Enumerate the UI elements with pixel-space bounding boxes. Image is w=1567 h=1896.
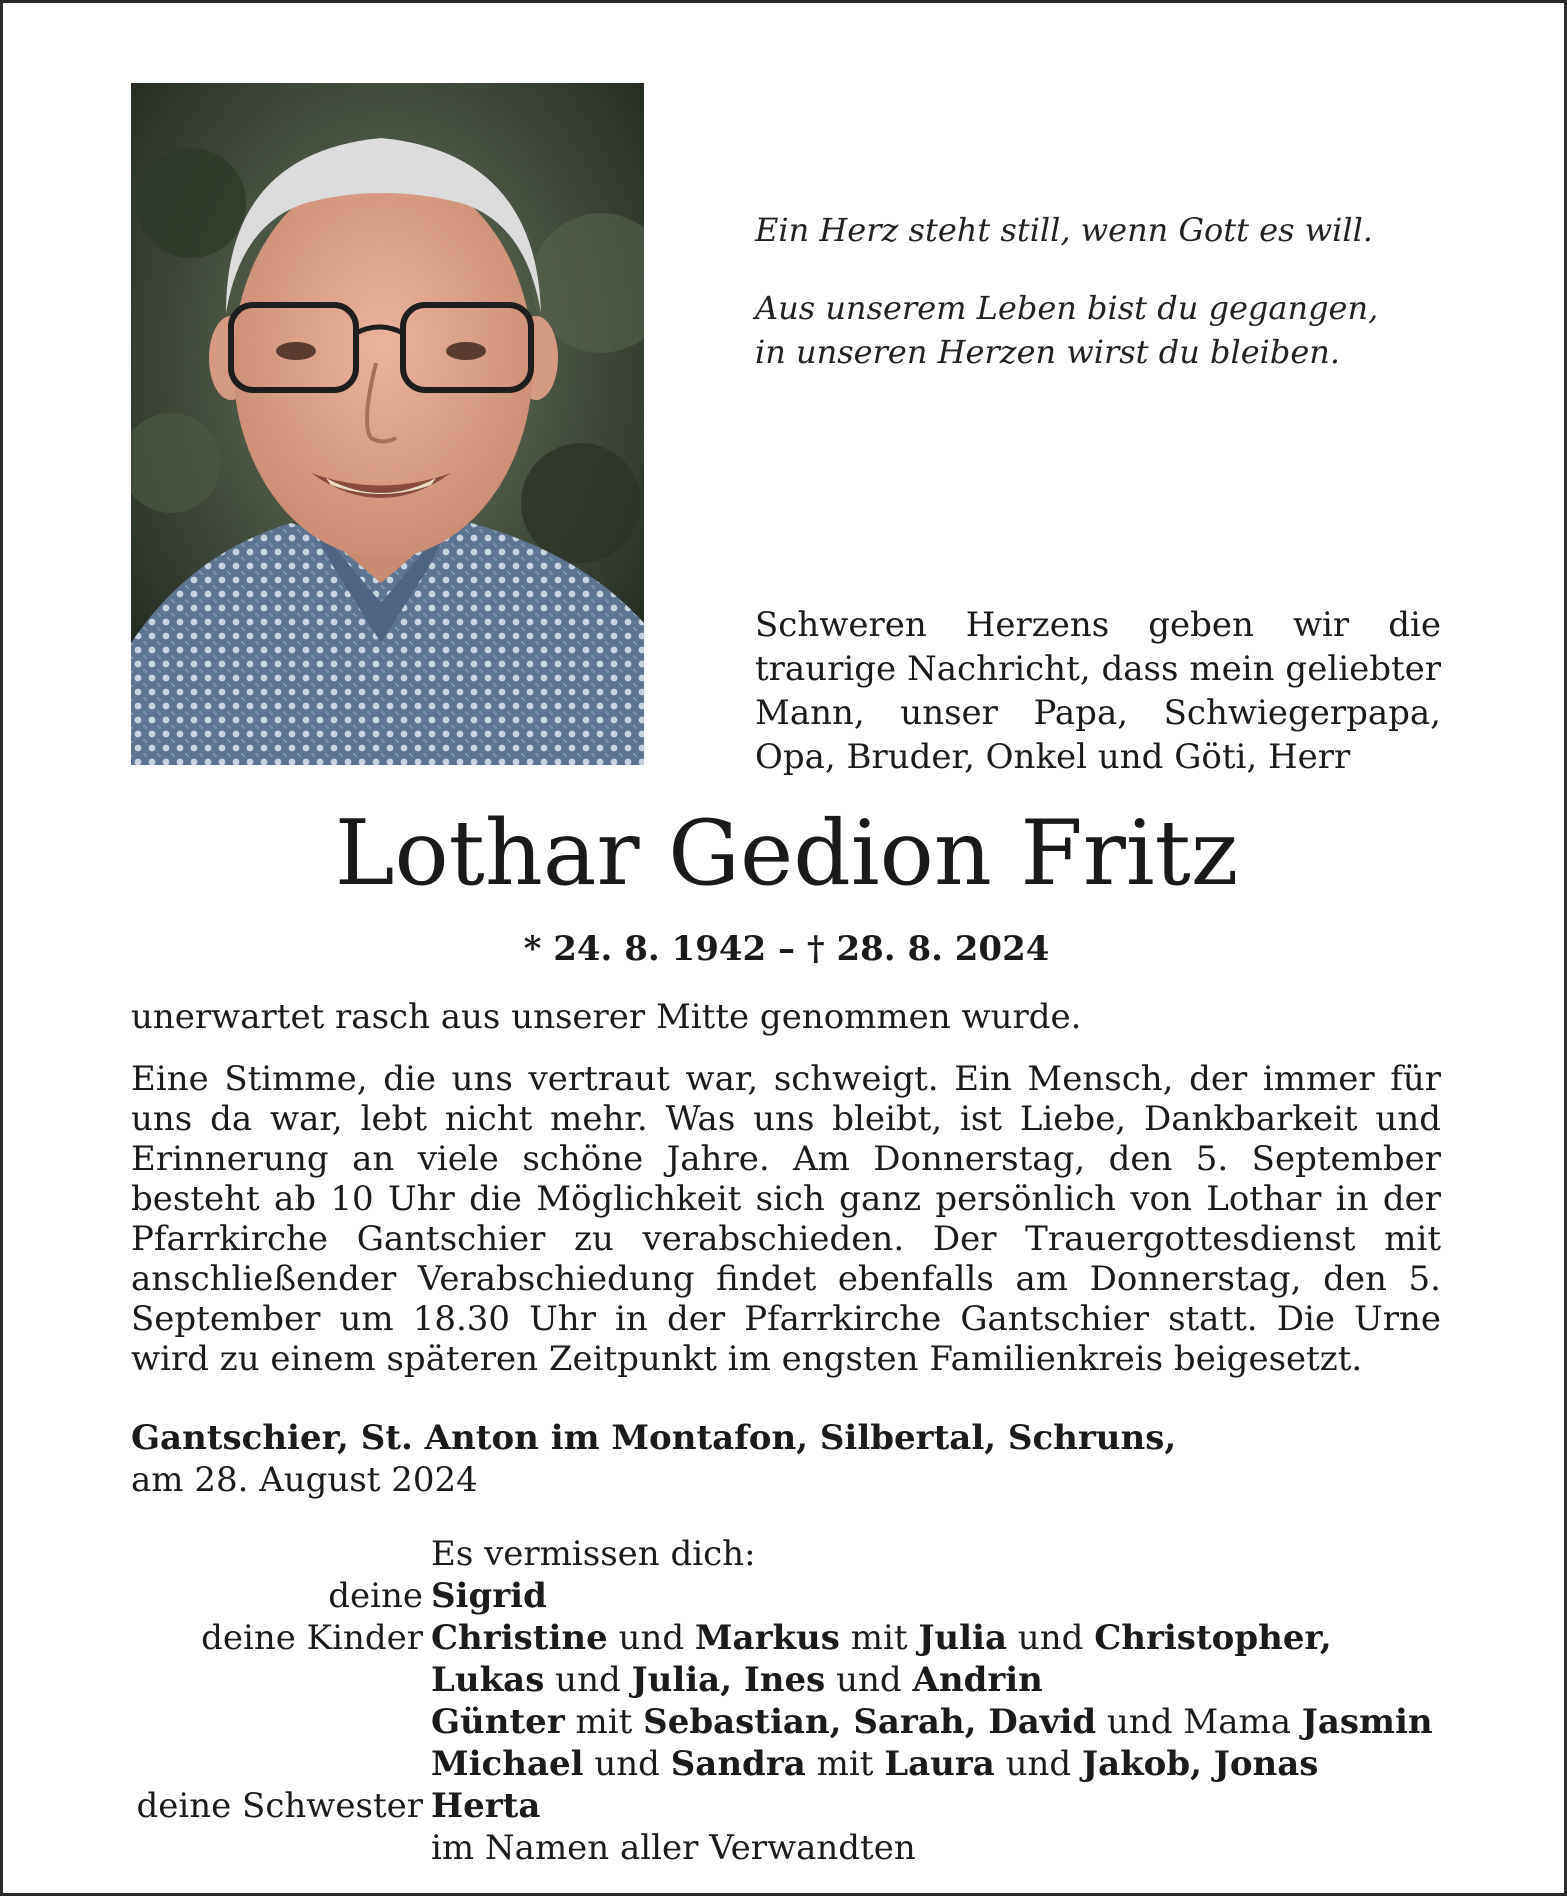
mourner-name: Günter — [431, 1702, 565, 1742]
poem-verse — [755, 208, 1455, 408]
connector: und — [607, 1618, 695, 1658]
mourner-row-kids-1 — [103, 1617, 1463, 1659]
connector: und Mama — [1096, 1702, 1302, 1742]
locations: Gantschier, St. Anton im Montafon, Silbertal, Schruns, — [131, 1418, 1177, 1458]
mourners-intro-row — [103, 1533, 1463, 1575]
mourner-name: Sebastian, Sarah, David — [643, 1702, 1097, 1742]
mourner-label-sister: deine Schwester — [136, 1786, 423, 1826]
connector: mit — [839, 1618, 919, 1658]
connector: und — [1007, 1618, 1095, 1658]
body-paragraph-1: unerwartet rasch aus unserer Mitte genommen wurde. — [131, 997, 1082, 1037]
mourners-intro: Es vermissen dich: — [431, 1534, 756, 1574]
mourners-closing-row — [103, 1827, 1463, 1869]
mourner-name-wife: Sigrid — [431, 1576, 547, 1616]
mourner-row-kids-2 — [103, 1659, 1463, 1701]
mourner-row-sister — [103, 1785, 1463, 1827]
mourner-name: Jasmin — [1301, 1702, 1433, 1742]
verse-line-3: in unseren Herzen wirst du bleiben. — [755, 333, 1341, 371]
announcement-text: Schweren Herzens geben wir die traurige Nachricht, dass mein geliebter Mann, unser Papa, Schwiegerpapa, Opa, Bruder, Onkel und Göti, Herr — [755, 605, 1441, 777]
life-dates: * 24. 8. 1942 – † 28. 8. 2024 — [523, 929, 1050, 969]
mourner-name: Julia — [918, 1618, 1007, 1658]
mourner-name: Jakob, Jonas — [1081, 1744, 1319, 1784]
obituary-body — [131, 997, 1441, 1401]
portrait-photo — [131, 83, 644, 765]
portrait-illustration — [131, 83, 644, 765]
mourner-row-kids-4 — [103, 1743, 1463, 1785]
mourner-name: Lukas — [431, 1660, 545, 1700]
mourner-name: Markus — [694, 1618, 840, 1658]
mourner-name: Laura — [884, 1744, 995, 1784]
connector: und — [544, 1660, 632, 1700]
date-line: am 28. August 2024 — [131, 1460, 478, 1500]
mourners-closing: im Namen aller Verwandten — [431, 1828, 916, 1868]
mourner-name: Andrin — [912, 1660, 1043, 1700]
mourner-label-kids: deine Kinder — [201, 1618, 423, 1658]
mourners-list — [103, 1533, 1463, 1869]
connector: und — [994, 1744, 1082, 1784]
verse-line-1: Ein Herz steht still, wenn Gott es will. — [755, 211, 1373, 249]
mourner-row-wife — [103, 1575, 1463, 1617]
connector: mit — [564, 1702, 644, 1742]
mourner-name: Christine — [431, 1618, 608, 1658]
mourner-name: Sandra — [670, 1744, 806, 1784]
mourner-label-wife: deine — [328, 1576, 423, 1616]
connector: mit — [805, 1744, 885, 1784]
connector: und — [583, 1744, 671, 1784]
connector: und — [825, 1660, 913, 1700]
verse-line-2: Aus unserem Leben bist du gegangen, — [755, 289, 1379, 327]
mourner-name: Michael — [431, 1744, 584, 1784]
deceased-name: Lothar Gedion Fritz — [334, 801, 1239, 906]
mourner-name: Julia, Ines — [631, 1660, 826, 1700]
mourner-name: Christopher, — [1094, 1618, 1332, 1658]
mourner-row-kids-3 — [103, 1701, 1463, 1743]
body-paragraph-2: Eine Stimme, die uns vertraut war, schweigt. Ein Mensch, der immer für uns da war, lebt nicht mehr. Was uns bleibt, ist Liebe, Dankbarkeit und Erinnerung an viele schöne Jahre. Am Donnerstag, den 5. September besteht ab 10 Uhr die Möglichkeit sich ganz persönlich von Lothar in der Pfarrkirche Gantschier zu verabschieden. Der Trauergottesdienst mit anschließender Verabschiedung findet ebenfalls am Donnerstag, den 5. September um 18.30 Uhr in der Pfarrkirche Gantschier statt. Die Urne wird zu einem späteren Zeitpunkt im engsten Familienkreis beigesetzt. — [131, 1059, 1441, 1379]
place-and-date — [131, 1417, 1441, 1501]
mourner-name-sister: Herta — [431, 1786, 541, 1826]
